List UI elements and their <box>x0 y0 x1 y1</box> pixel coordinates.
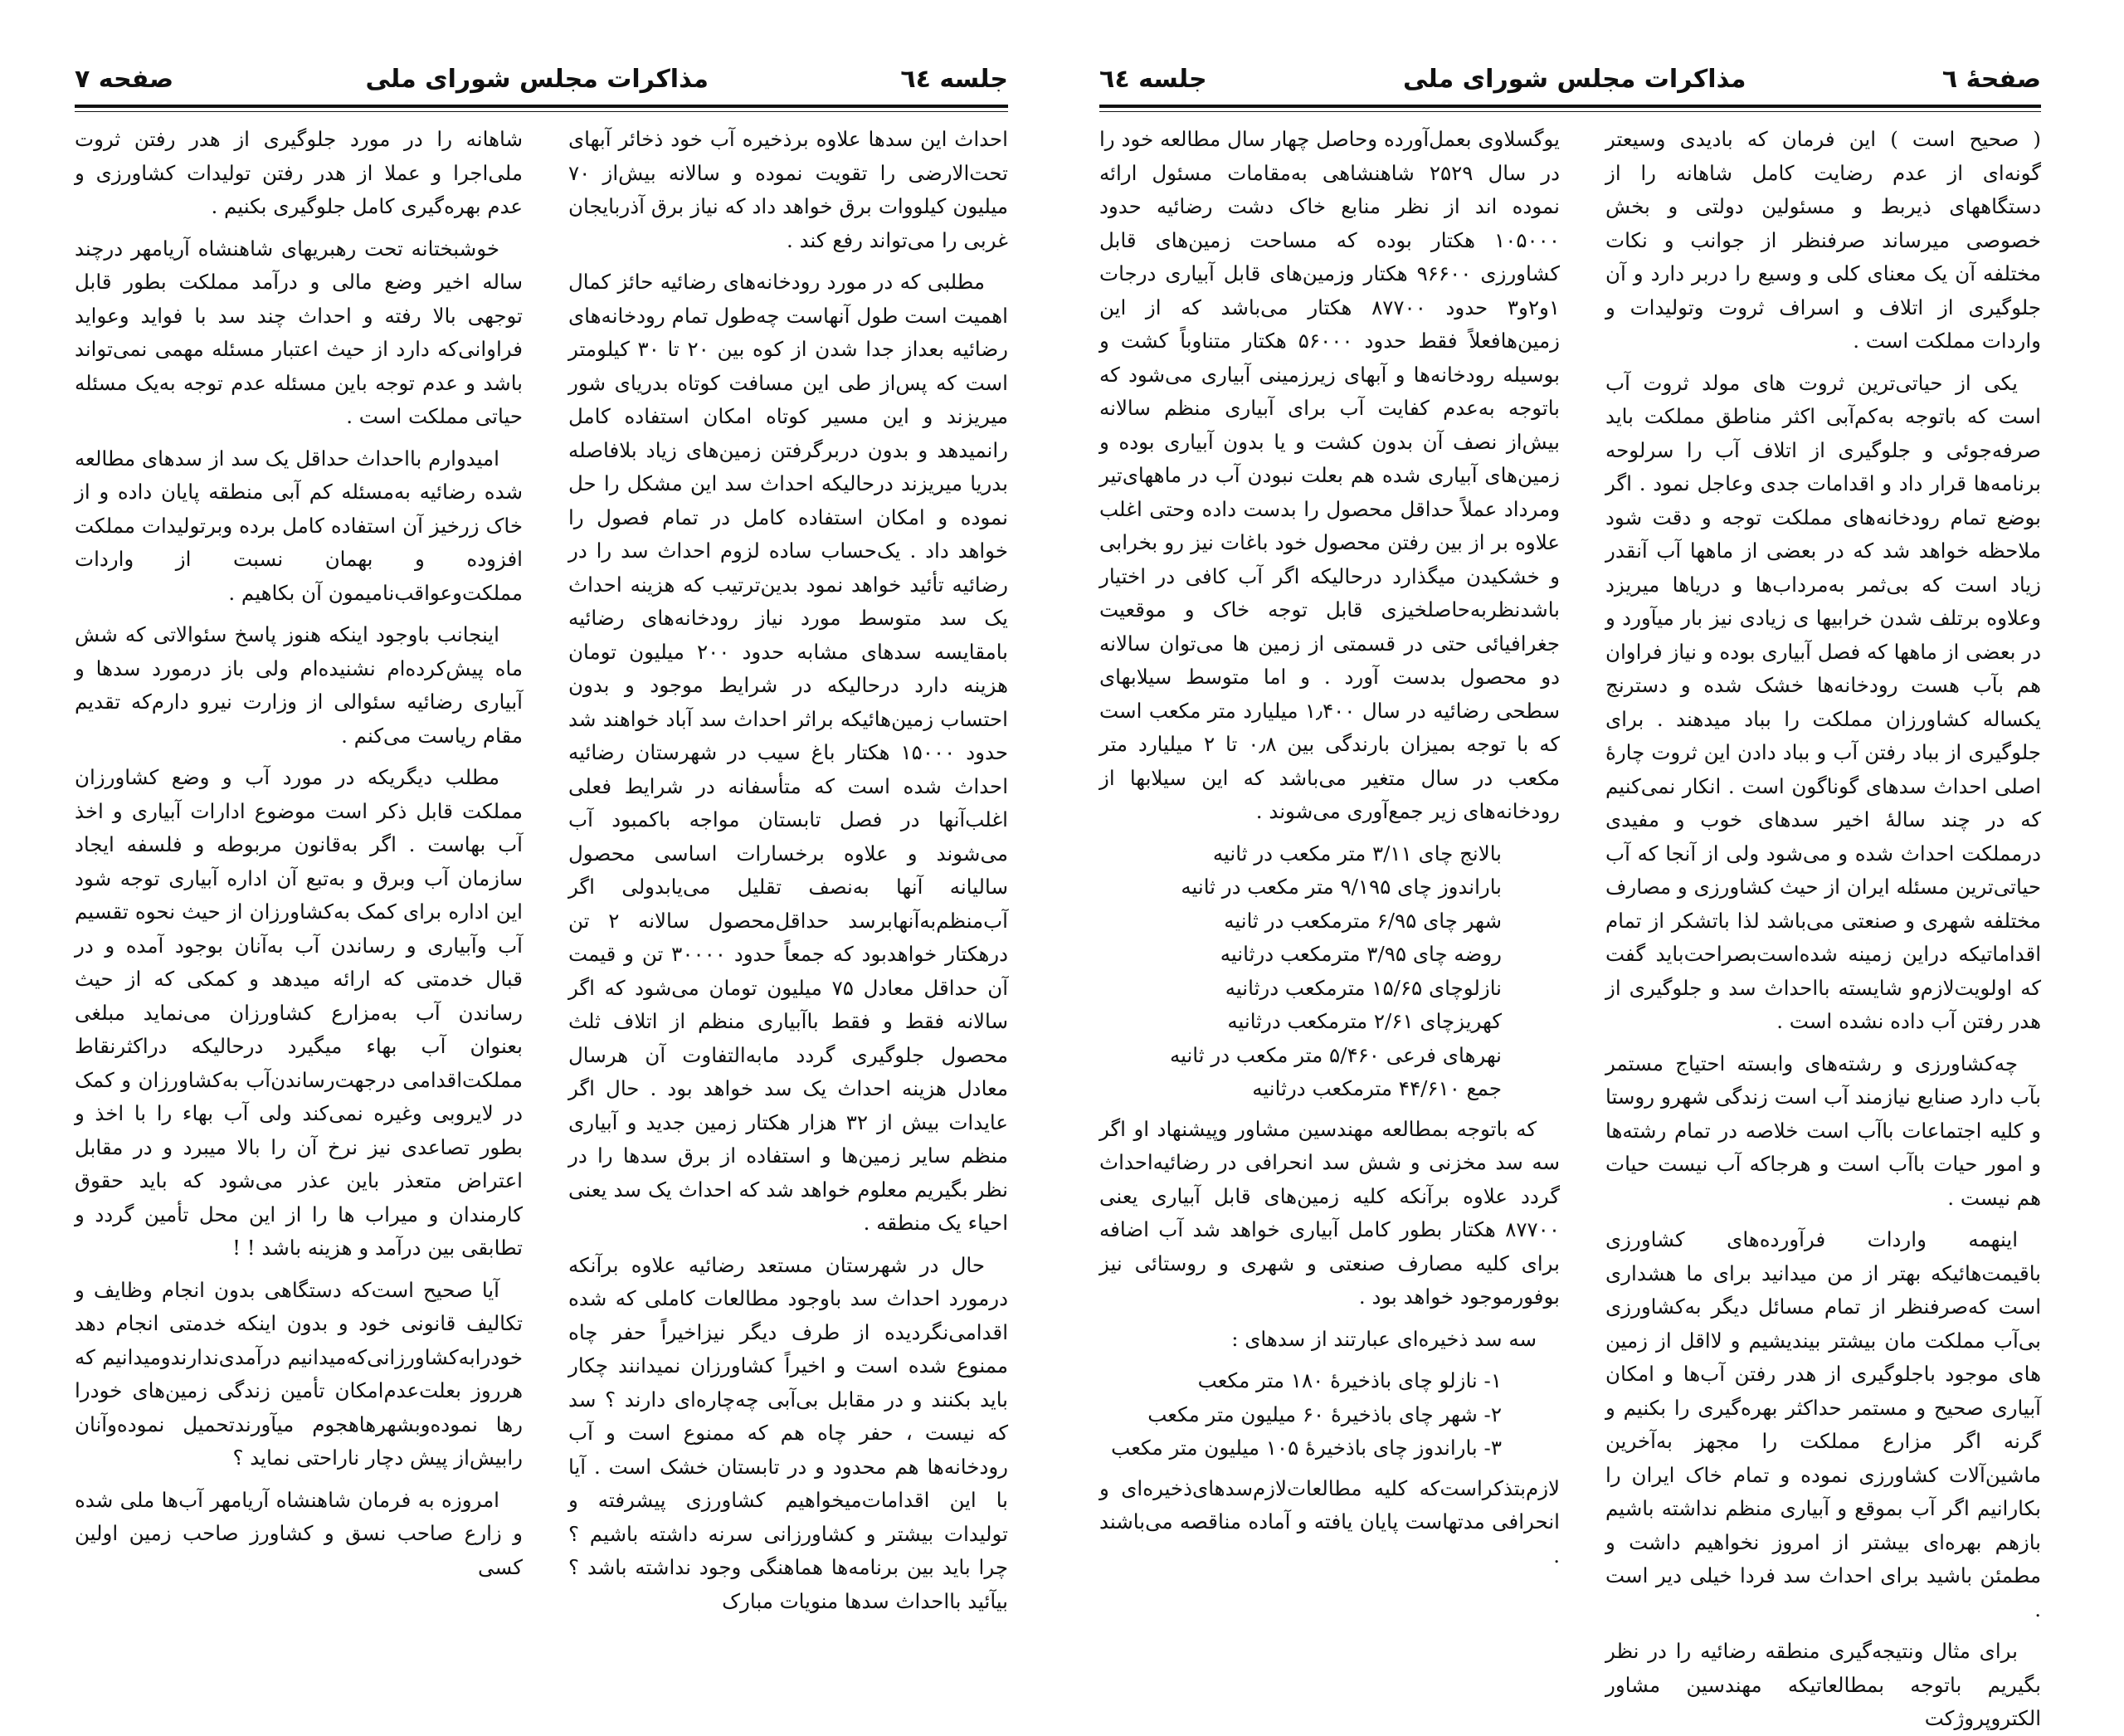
river-flow-list <box>1099 837 1560 1106</box>
paragraph: حال در شهرستان مستعد رضائیه علاوه برآنکه درمورد احداث سد باوجود مطالعات کاملی که شده اقدامی‌نگردیده از طرف دیگر نیزاخیراً حفر چاه ممنوع شده است و اخیراً کشاورزان نمیدانند چکار باید بکنند و در مقابل بی‌آبی چه‌چاره‌ای دارند ؟ سد که نیست ، حفر چاه هم که ممنوع است و آب رودخانه‌ها هم محدود و در تابستان خشک است . آیا با این اقدامات‌میخواهیم کشاورزی پیشرفته و تولیدات بیشتر و کشاورزانی سرنه داشته باشیم ؟ چرا باید بین برنامه‌ها هماهنگی وجود نداشته باشد ؟ بیآئید بااحداث سدها منویات مبارک <box>568 1252 1008 1613</box>
page-header <box>1099 58 2041 100</box>
header-rule <box>75 105 1008 108</box>
session-label: جلسه ٦٤ <box>1099 64 1207 94</box>
paragraph: مطلبی که در مورد رودخانه‌های رضائیه حائز کمال اهمیت است طول آنهاست چه‌طول تمام رودخانه‌های رضائیه بعداز جدا شدن از کوه بین ۲۰ تا ۳۰ کیلومتر است که پس‌از طی این مسافت کوتاه بدریای شور میریزند و این مسیر کوتاه امکان استفاده کامل رانمیدهد و بدون دربرگرفتن زمین‌های زیاد بلافاصله بدریا میریزند درحالیکه احداث سد این مشکل را حل نموده و امکان استفاده کامل در تمام فصول را خواهد داد . یک‌حساب ساده لزوم احداث سد را در رضائیه تأئید خواهد نمود بدین‌ترتیب که هزینه احداث یک سد متوسط مورد نیاز رودخانه‌های رضائیه بامقایسه سدهای مشابه حدود ۲۰۰ میلیون تومان هزینه دارد درحالیکه در شرایط موجود و بدون احتساب زمین‌هائیکه براثر احداث سد آباد خواهند شد حدود ۱۵۰۰۰ هکتار باغ سیب در شهرستان رضائیه احداث شده است که متأسفانه در شرایط فعلی اغلب‌آنها در فصل تابستان مواجه باکمبود آب می‌شوند و علاوه برخسارات اساسی محصول سالیانه آنها به‌نصف تقلیل می‌یابدولی اگر آب‌منظم‌به‌آنهابرسد حداقل‌محصول سالانه ۲ تن درهکتار خواهدبود که جمعاً حدود ۳۰۰۰۰ تن و قیمت آن حداقل معادل ۷۵ میلیون تومان می‌شود که اگر سالانه فقط و فقط باآبیاری منظم از اتلاف ثلث محصول جلوگیری گردد مابه‌التفاوت آن هرسال معادل هزینه احداث یک سد خواهد بود . حال اگر عایدات بیش از ۳۲ هزار هکتار زمین جدید و آبیاری منظم سایر زمین‌ها و استفاده از برق سدها را در نظر بگیریم معلوم خواهد شد که احداث یک سد یعنی احیاء یک منطقه . <box>568 270 1009 1235</box>
list-item: باراندوز چای ۹/۱۹۵ متر مکعب در ثانیه <box>1181 875 1502 899</box>
page-header <box>75 58 1008 100</box>
page-number: صفحهٔ ٦ <box>1941 64 2041 94</box>
page-number: صفحه ٧ <box>75 64 174 94</box>
text-column-2 <box>1099 123 1560 1636</box>
text-column-2 <box>75 123 523 1636</box>
paragraph: سه سد ذخیره‌ای عبارتند از سدهای : <box>1231 1326 1537 1351</box>
list-item: شهر چای ۶/۹۵ مترمکعب در ثانیه <box>1224 908 1502 933</box>
paragraph: اینهمه واردات فرآورده‌های کشاورزی باقیمت‌هائیکه بهتر از من میدانید برای ما هشداری است که‌صرفنظر از تمام مسائل دیگر به‌کشاورزی بی‌آب مملکت مان بیشتر بیندیشیم و لااقل از زمین های موجود باجلوگیری از هدر رفتن آب‌ها و امکان آبیاری صحیح و مستمر حداکثر بهره‌گیری را بکنیم و گرنه اگر مزارع مملکت را مجهز به‌آخرین ماشین‌آلات کشاورزی نموده و تمام خاک ایران را بکارانیم اگر آب بموقع و آبیاری منظم نداشته باشیم بازهم بهره‌ای بیشتر از امروز نخواهیم داشت و مطمئن باشید برای احداث سد فردا خیلی دیر است . <box>1605 1227 2041 1621</box>
paragraph: آیا صحیح است‌که دستگاهی بدون انجام وظایف و تکالیف قانونی خود و بدون اینکه خدمتی انجام دهد خودرابه‌کشاورزانی‌که‌میدانیم درآمدی‌ندارندومیدانیم که هرروز بعلت‌عدم‌امکان تأمین زندگی زمین‌های خودرا رها نموده‌وبشهرهاهجوم میآورندتحمیل نموده‌وآنان رابیش‌از پیش دچار ناراحتی نماید ؟ <box>75 1277 523 1470</box>
left-page <box>75 0 1008 1669</box>
paragraph: امیدوارم بااحداث حداقل یک سد از سدهای مطالعه شده رضائیه به‌مسئله کم آبی منطقه پایان داده و از خاک زرخیز آن استفاده کامل برده وبرتولیدات مملکت افزوده و بهمان نسبت از واردات مملکت‌وعواقب‌نامیمون آن بکاهیم . <box>75 446 523 605</box>
publication-title: مذاکرات مجلس شورای ملی <box>1403 64 1746 94</box>
header-rule-thin <box>75 111 1008 112</box>
right-page <box>1099 0 2041 1730</box>
session-label: جلسه ٦٤ <box>900 64 1008 94</box>
paragraph: مطلب دیگریکه در مورد آب و وضع کشاورزان مملکت قابل ذکر است موضوع ادارات آبیاری و اخذ آب بهاست . اگر به‌قانون مربوطه و فلسفه ایجاد سازمان آب وبرق و به‌تبع آن اداره آبیاری توجه شود این اداره برای کمک به‌کشاورزان از حیث نحوه تقسیم آب وآبیاری و رساندن آب به‌آنان بوجود آمده و در قبال خدمتی که ارائه میدهد و کمکی که از حیث رساندن آب به‌مزارع کشاورزان می‌نماید مبلغی بعنوان آب بهاء میگیرد درحالیکه دراکثرنقاط مملکت‌اقدامی درجهت‌رساندن‌آب به‌کشاورزان و کمک در لایروبی وغیره نمی‌کند ولی آب بهاء را با اخذ و بطور تصاعدی نیز نرخ آن را بالا میبرد و در مقابل اعتراض متعذر باین عذر می‌شود که باید حقوق کارمندان و میراب ها را از این محل تأمین گردد و تطابقی بین درآمد و هزینه باشد ! ! <box>75 765 523 1260</box>
list-item: روضه چای ۳/۹۵ مترمکعب درثانیه <box>1220 942 1502 966</box>
list-item: ۲- شهر چای باذخیرهٔ ۶۰ میلیون متر مکعب <box>1147 1402 1502 1426</box>
paragraph: خوشبختانه تحت رهبریهای شاهنشاه آریامهر درچند ساله اخیر وضع مالی و درآمد مملکت بطور قابل توجهی بالا رفته و احداث چند سد با فواید وعواید فراوانی‌که دارد از حیث اعتبار مسئله مهمی نمی‌تواند باشد و عدم توجه باین مسئله عدم توجه به‌یک مسئله حیاتی مملکت است . <box>75 236 523 428</box>
paragraph: یکی از حیاتی‌ترین ثروت های مولد ثروت آب است که باتوجه به‌کم‌آبی اکثر مناطق مملکت باید صرفه‌جوئی و جلوگیری از اتلاف آب را سرلوحه برنامه‌ها قرار داد و اقدامات جدی وعاجل نمود . اگر بوضع تمام رودخانه‌های مملکت توجه و دقت شود ملاحظه خواهد شد که در بعضی از ماهها آب آنقدر زیاد است که بی‌ثمر به‌مرداب‌ها و دریاها میریزد وعلاوه برتلف شدن خرابیها ی زیادی نیز بار میآورد و در بعضی از ماهها که فصل آبیاری بوده و نیاز فراوان هم بآب هست رودخانه‌ها خشک شده و دسترنج یکساله کشاورزان مملکت را بباد میدهند . برای جلوگیری از بباد رفتن آب و بباد دادن این ثروت چارهٔ اصلی احداث سدهای گوناگون است . انکار نمی‌کنیم که در چند سالهٔ اخیر سدهای خوب و مفیدی درمملکت احداث شده و می‌شود ولی از آنجا که آب حیاتی‌ترین مسئله ایران از حیث کشاورزی و مصارف مختلفه شهری و صنعتی می‌باشد لذا باتشکر از تمام اقداماتیکه دراین زمینه شده‌است‌بصراحت‌باید گفت که اولویت‌لازم‌و شایسته بااحداث سد و جلوگیری از هدر رفتن آب داده نشده است . <box>1605 370 2041 1033</box>
paragraph: چه‌کشاورزی و رشته‌های وابسته احتیاج مستمر بآب دارد صنایع نیازمند آب است زندگی شهرو روستا و کلیه اجتماعات باآب است خلاصه در تمام رشته‌ها و امور حیات باآب است و هرجاکه آب نیست حیات هم نیست . <box>1605 1051 2041 1210</box>
paragraph: ( صحیح است ) این فرمان که بادیدی وسیعتر گونه‌ای از عدم رضایت کامل شاهانه را از دستگاههای ذیربط و مسئولین دولتی و بخش خصوصی میرساند صرفنظر از جوانب و نکات مختلفه آن یک معنای کلی و وسیع را دربر دارد و آن جلوگیری از اتلاف و اسراف ثروت وتولیدات و واردات مملکت است . <box>1605 127 2041 353</box>
list-item: بالانج چای ۳/۱۱ متر مکعب در ثانیه <box>1212 841 1502 866</box>
header-rule-thin <box>1099 111 2041 112</box>
paragraph: احداث این سدها علاوه برذخیره آب خود ذخائر آبهای تحت‌الارضی را تقویت نموده و سالانه بیش‌از ۷۰ میلیون کیلووات برق خواهد داد که نیاز برق آذربایجان غربی را می‌تواند رفع کند . <box>568 127 1008 252</box>
paragraph: لازم‌بتذکراست‌که کلیه مطالعات‌لازم‌سدهای‌ذخیره‌ای و انحرافی مدتهاست پایان یافته و آماده مناقصه می‌باشند . <box>1099 1475 1560 1568</box>
paragraph: که باتوجه بمطالعه مهندسین مشاور وپیشنهاد او اگر سه سد مخزنی و شش سد انحرافی در رضائیه‌احداث گردد علاوه برآنکه کلیه زمین‌های قابل آبیاری یعنی ۸۷۷۰۰ هکتار بطور کامل آبیاری خواهد شد آب اضافه برای کلیه مصارف صنعتی و شهری و روستائی نیز بوفورموجود خواهد بود . <box>1099 1116 1560 1309</box>
paragraph: امروزه به فرمان شاهنشاه آریامهر آب‌ها ملی شده و زارع صاحب نسق و کشاورز صاحب زمین اولین کسی <box>75 1487 523 1579</box>
paragraph: یوگسلاوی بعمل‌آورده وحاصل چهار سال مطالعه خود را در سال ۲۵۲۹ شاهنشاهی به‌مقامات مسئول ارائه نموده اند از نظر منابع خاک دشت رضائیه حدود ۱۰۵۰۰۰ هکتار بوده که مساحت زمین‌های قابل کشاورزی ۹۶۶۰۰ هکتار وزمین‌های قابل آبیاری درجات ۱و۲و۳ حدود ۸۷۷۰۰ هکتار می‌باشد که از این زمین‌هافعلاً فقط حدود ۵۶۰۰۰ هکتار متناوباً کشت و بوسیله رودخانه‌ها و آبهای زیرزمینی آبیاری می‌شود که باتوجه به‌عدم کفایت آب برای آبیاری منظم سالانه بیش‌از نصف آن بدون کشت و یا بدون آبیاری بوده و زمین‌های آبیاری شده هم بعلت نبودن آب در ماههای‌تیر ومرداد عملاً حداقل محصول را بدست داده وحتی اغلب علاوه بر از بین رفتن محصول خود باغات نیز رو بخرابی و خشکیدن میگذارد درحالیکه اگر آب کافی در اختیار باشدنظربه‌حاصلخیزی قابل توجه خاک و موقعیت جغرافیائی حتی در قسمتی از زمین ها می‌توان سالانه دو محصول بدست آورد . و اما متوسط سیلابهای سطحی رضائیه در سال ۱٫۴۰۰ میلیارد متر مکعب است که با توجه بمیزان بارندگی بین ۰٫۸ تا ۲ میلیارد متر مکعب در سال متغیر می‌باشد که این سیلابها از رودخانه‌های زیر جمع‌آوری می‌شوند . <box>1099 127 1561 823</box>
list-item: جمع ۴۴/۶۱۰ مترمکعب درثانیه <box>1252 1076 1502 1100</box>
list-item: نازلوچای ۱۵/۶۵ مترمکعب درثانیه <box>1225 975 1502 1000</box>
list-item: ۳- باراندوز چای باذخیرهٔ ۱۰۵ میلیون متر مکعب <box>1111 1436 1502 1460</box>
paragraph: شاهانه را در مورد جلوگیری از هدر رفتن ثروت ملی‌اجرا و عملا از هدر رفتن تولیدات کشاورزی و عدم بهره‌گیری کامل جلوگیری بکنیم . <box>75 127 523 218</box>
text-column-1 <box>568 123 1008 1636</box>
list-item: کهریزچای ۲/۶۱ مترمکعب درثانیه <box>1227 1009 1502 1033</box>
paragraph: برای مثال ونتیجه‌گیری منطقه رضائیه را در نظر بگیریم باتوجه بمطالعاتیکه مهندسین مشاور الکتروپروژکت <box>1605 1639 2041 1730</box>
paragraph: اینجانب باوجود اینکه هنوز پاسخ سئوالاتی که شش ماه پیش‌کرده‌ام نشنیده‌ام ولی باز درمورد سدها و آبیاری رضائیه سئوالی از وزارت نیرو دارم‌که تقدیم مقام ریاست می‌کنم . <box>75 622 523 748</box>
text-column-1 <box>1605 123 2041 1730</box>
dam-list <box>1099 1364 1560 1465</box>
publication-title: مذاکرات مجلس شورای ملی <box>365 64 709 94</box>
header-rule <box>1099 105 2041 108</box>
list-item: ۱- نازلو چای باذخیرهٔ ۱۸۰ متر مکعب <box>1197 1368 1502 1392</box>
list-item: نهرهای فرعی ۵/۴۶۰ متر مکعب در ثانیه <box>1169 1042 1502 1067</box>
